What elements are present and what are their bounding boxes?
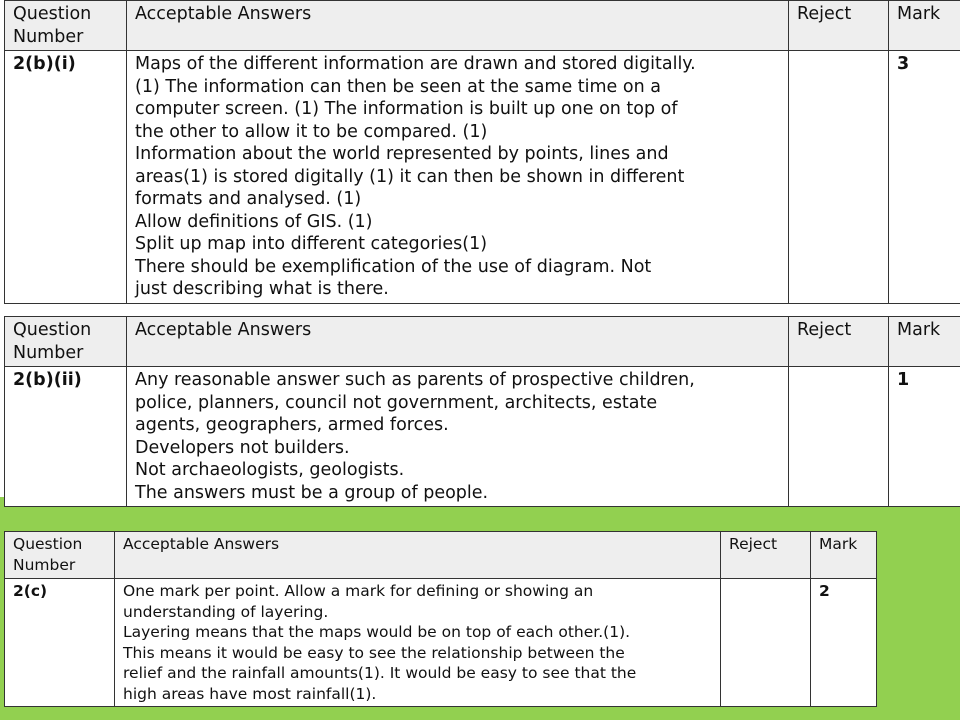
markscheme-table-2c xyxy=(4,531,877,707)
question-number: 2(b)(ii) xyxy=(5,367,127,507)
answer-line: Split up map into different categories(1) xyxy=(135,234,488,254)
table-header-row xyxy=(5,532,877,579)
header-question-number: Question Number xyxy=(5,1,127,51)
question-number: 2(c) xyxy=(5,579,115,707)
answer-line: Layering means that the maps would be on top of each other.(1). xyxy=(123,623,631,641)
table-row xyxy=(5,579,877,707)
header-reject: Reject xyxy=(721,532,811,579)
reject-cell xyxy=(789,367,889,507)
answer-line: just describing what is there. xyxy=(135,279,389,299)
header-acceptable-answers: Acceptable Answers xyxy=(127,317,789,367)
answer-line: Developers not builders. xyxy=(135,437,350,458)
answer-line: There should be exemplification of the use of diagram. Not xyxy=(135,256,652,277)
answer-line: The answers must be a group of people. xyxy=(135,482,489,503)
answer-line: Any reasonable answer such as parents of prospective children, xyxy=(135,370,695,390)
header-acceptable-answers: Acceptable Answers xyxy=(115,532,721,579)
header-question-number: Question Number xyxy=(5,532,115,579)
header-reject: Reject xyxy=(789,317,889,367)
header-mark: Mark xyxy=(889,317,960,367)
answer-line: (1) The information can then be seen at the same time on a xyxy=(135,76,661,97)
header-question-number: Question Number xyxy=(5,317,127,367)
acceptable-answers xyxy=(127,367,789,507)
table-header-row xyxy=(5,317,960,367)
answer-line: This means it would be easy to see the relationship between the xyxy=(123,643,625,662)
answer-line: relief and the rainfall amounts(1). It would be easy to see that the xyxy=(123,664,637,682)
answer-line: computer screen. (1) The information is built up one on top of xyxy=(135,99,678,119)
answer-line: police, planners, council not government, architects, estate xyxy=(135,392,658,413)
markscheme-table-2b-i xyxy=(4,0,960,304)
answer-line: One mark per point. Allow a mark for defining or showing an xyxy=(123,582,594,600)
table-row xyxy=(5,367,960,507)
answer-line: Allow definitions of GIS. (1) xyxy=(135,211,373,232)
header-mark: Mark xyxy=(889,1,960,51)
acceptable-answers xyxy=(127,51,789,304)
markscheme-table-2b-ii xyxy=(4,316,960,507)
answer-line: areas(1) is stored digitally (1) it can then be shown in different xyxy=(135,166,685,187)
header-mark: Mark xyxy=(811,532,877,579)
header-reject: Reject xyxy=(789,1,889,51)
answer-line: understanding of layering. xyxy=(123,602,329,621)
table-row xyxy=(5,51,960,304)
reject-cell xyxy=(789,51,889,304)
acceptable-answers xyxy=(115,579,721,707)
answer-line: formats and analysed. (1) xyxy=(135,189,362,209)
answer-line: Not archaeologists, geologists. xyxy=(135,460,405,480)
reject-cell xyxy=(721,579,811,707)
answer-line: agents, geographers, armed forces. xyxy=(135,415,449,435)
answer-line: the other to allow it to be compared. (1) xyxy=(135,121,488,142)
answer-line: high areas have most rainfall(1). xyxy=(123,684,377,703)
mark-value: 1 xyxy=(889,367,960,507)
mark-value: 2 xyxy=(811,579,877,707)
header-acceptable-answers: Acceptable Answers xyxy=(127,1,789,51)
answer-line: Maps of the different information are drawn and stored digitally. xyxy=(135,54,696,74)
question-number: 2(b)(i) xyxy=(5,51,127,304)
mark-value: 3 xyxy=(889,51,960,304)
answer-line: Information about the world represented by points, lines and xyxy=(135,144,669,164)
table-header-row xyxy=(5,1,960,51)
